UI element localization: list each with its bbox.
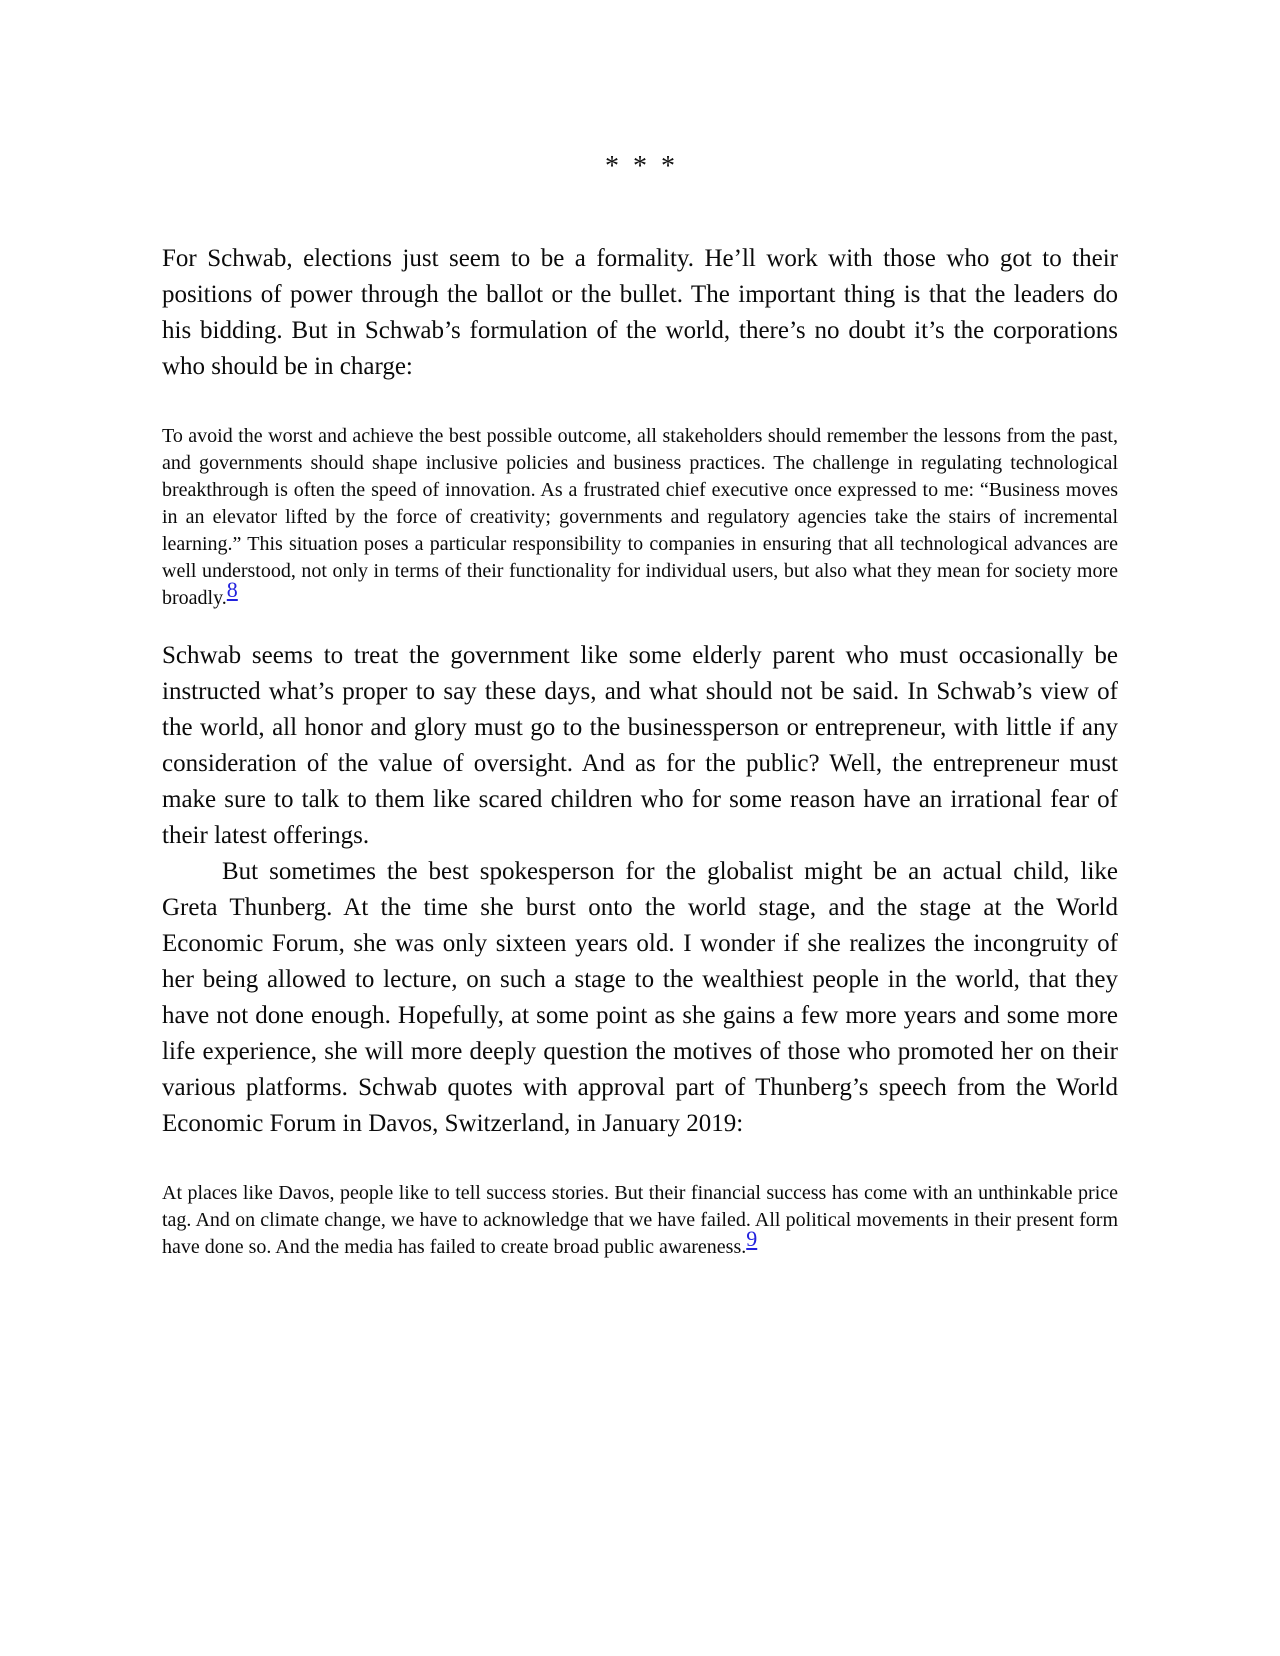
footnote-link-9[interactable]: 9 (746, 1226, 758, 1251)
footnote-ref (227, 577, 238, 602)
quote-text: To avoid the worst and achieve the best possible outcome, all stakeholders should remember the lessons from the past, and governments should shape inclusive policies and business practices. The challenge in regulating technological breakthrough is often the speed of innovation. As a frustrated chief executive once expressed to me: “Business moves in an elevator lifted by the force of creativity; governments and regulatory agencies take the stairs of incremental learning.” This situation poses a particular responsibility to companies in ensuring that all technological advances are well understood, not only in terms of their functionality for individual users, but also what they mean for society more broadly. (162, 425, 1118, 609)
footnote-ref (746, 1226, 757, 1251)
footnote-link-8[interactable]: 8 (226, 577, 238, 602)
block-quote-schwab-excerpt (162, 423, 1118, 612)
paragraph-for-schwab: For Schwab, elections just seem to be a formality. He’ll work with those who got to their positions of power through the ballot or the bullet. The important thing is that the leaders do his bidding. But in Schwab’s formulation of the world, there’s no doubt it’s the corporations who should be in charge: (162, 245, 1118, 380)
section-break-separator: * * * (605, 151, 675, 182)
block-quote-thunberg-speech (162, 1180, 1118, 1261)
paragraph-but-sometimes: But sometimes the best spokesperson for the globalist might be an actual child, like Greta Thunberg. At the time she burst onto the world stage, and the stage at the World Economic Forum, she was only sixteen years old. I wonder if she realizes the incongruity of her being allowed to lecture, on such a stage to the wealthiest people in the world, that they have not done enough. Hopefully, at some point as she gains a few more years and some more life experience, she will more deeply question the motives of those who promoted her on their various platforms. Schwab quotes with approval part of Thunberg’s speech from the World Economic Forum in Davos, Switzerland, in January 2019: (162, 858, 1118, 1137)
paragraph-schwab-seems: Schwab seems to treat the government like some elderly parent who must occasionally be instructed what’s proper to say these days, and what should not be said. In Schwab’s view of the world, all honor and glory must go to the businessperson or entrepreneur, with little if any consideration of the value of oversight. And as for the public? Well, the entrepreneur must make sure to talk to them like scared children who for some reason have an irrational fear of their latest offerings. (162, 642, 1118, 849)
quote-text: At places like Davos, people like to tell success stories. But their financial success has come with an unthinkable price tag. And on climate change, we have to acknowledge that we have failed. All political movements in their present form have done so. And the media has failed to create broad public awareness. (162, 1182, 1118, 1258)
